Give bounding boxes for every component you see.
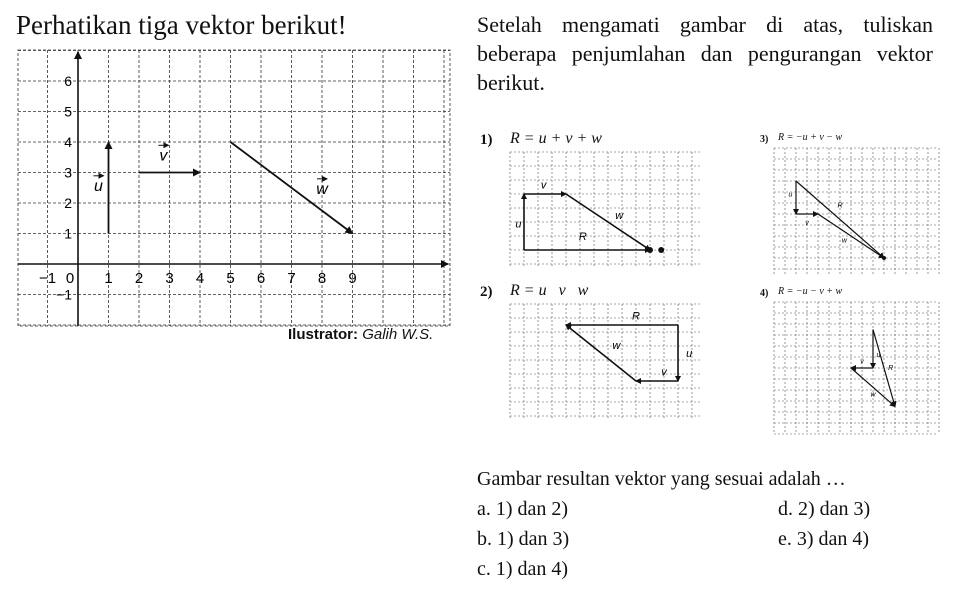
vector-u-label: u [788, 191, 793, 199]
option-e-letter: e. [778, 528, 792, 550]
panel-3-number: 3) [760, 134, 769, 145]
option-d-text: 2) dan 3) [798, 498, 871, 520]
vector-v-label: v [805, 220, 809, 227]
panel-2-equation: R = u v w [510, 282, 589, 299]
vector-w [566, 325, 636, 381]
y-tick-label: 4 [64, 134, 72, 150]
panel-4-number: 4) [760, 288, 769, 299]
panel-1-number: 1) [480, 132, 493, 148]
option-a-letter: a. [477, 498, 491, 520]
panel-grid [510, 304, 702, 420]
option-d[interactable] [778, 498, 870, 521]
y-tick-label: 5 [64, 103, 72, 120]
panel-grid [774, 148, 939, 274]
y-tick-label: 6 [64, 73, 72, 89]
illustrator-name: Galih W.S. [362, 326, 434, 343]
x-tick-label: 3 [165, 270, 174, 287]
option-a[interactable] [477, 498, 568, 521]
panel-1-equation: R = u + v + w [510, 130, 602, 147]
vector-v-label: v [661, 366, 667, 379]
vector-w-label: w [615, 210, 624, 223]
illustrator-label: Ilustrator: [288, 326, 359, 343]
option-c-letter: c. [477, 558, 491, 580]
vector-r-label: R [632, 310, 640, 323]
vector-r-label: R [837, 202, 843, 210]
vector-u-label: u [876, 352, 881, 359]
option-b[interactable] [477, 528, 569, 551]
vector-grid-graph [14, 46, 454, 328]
panel-2-graph [508, 302, 704, 422]
x-tick-label: 9 [348, 270, 357, 287]
option-b-text: 1) dan 3) [497, 528, 570, 550]
vector-v-label: v [540, 179, 547, 192]
vector-r-label: R [578, 231, 587, 244]
x-tick-label: 6 [256, 270, 266, 287]
option-c-text: 1) dan 4) [495, 558, 569, 580]
y-tick-label: 3 [64, 164, 72, 181]
vector-v-label: v [159, 147, 168, 165]
vector-w-label: w [612, 339, 621, 352]
x-tick-label: 1 [104, 270, 113, 287]
option-a-text: 1) dan 2) [495, 498, 569, 520]
panel-1-graph [508, 150, 704, 270]
vector-endpoint [882, 256, 886, 260]
illustrator-credit [288, 326, 433, 343]
x-tick-label: 7 [287, 270, 296, 287]
y-tick-label: 2 [64, 195, 72, 211]
vector-u-label: u [686, 348, 693, 361]
panel-2-number: 2) [480, 284, 493, 300]
vector-u-label: u [94, 177, 103, 195]
axis-tick-labels [39, 73, 357, 303]
x-tick-label: 5 [226, 270, 235, 287]
vector-u-label: u [515, 218, 522, 231]
vector-w-label: w [316, 180, 328, 198]
x-tick-label: 8 [317, 270, 327, 287]
vector-v-label: v [860, 358, 864, 366]
panel-3-equation: R = −u + v − w [778, 132, 843, 143]
panel-4-graph [772, 300, 940, 436]
vector-r-label: R [888, 365, 894, 373]
vector-w [851, 368, 895, 407]
vector-w-label: w [870, 391, 876, 399]
y-tick-label: 1 [64, 225, 72, 242]
question-title: Perhatikan tiga vektor berikut! [16, 10, 347, 40]
option-b-letter: b. [477, 528, 492, 550]
vector-w-label: w [841, 237, 847, 245]
x-tick-label: 4 [195, 270, 205, 287]
vector-endpoint [658, 247, 664, 253]
option-e-text: 3) dan 4) [796, 528, 870, 550]
instruction-text: Setelah mengamati gambar di atas, tuliskan beberapa penjumlahan dan pengurangan vektor berikut. [477, 12, 933, 95]
x-tick-label: 2 [134, 270, 144, 287]
panel-3-graph [772, 146, 940, 276]
vectors [94, 142, 353, 234]
y-tick-label: −1 [56, 286, 72, 303]
option-c[interactable] [477, 558, 568, 581]
question-prompt: Gambar resultan vektor yang sesuai adalah … [477, 468, 846, 490]
x-tick-label: −1 [38, 270, 57, 287]
option-e[interactable] [778, 528, 869, 551]
option-d-letter: d. [778, 498, 793, 520]
vector-endpoint [647, 247, 653, 253]
x-tick-label: 0 [65, 270, 75, 287]
panel-4-equation: R = −u − v + w [778, 286, 843, 297]
